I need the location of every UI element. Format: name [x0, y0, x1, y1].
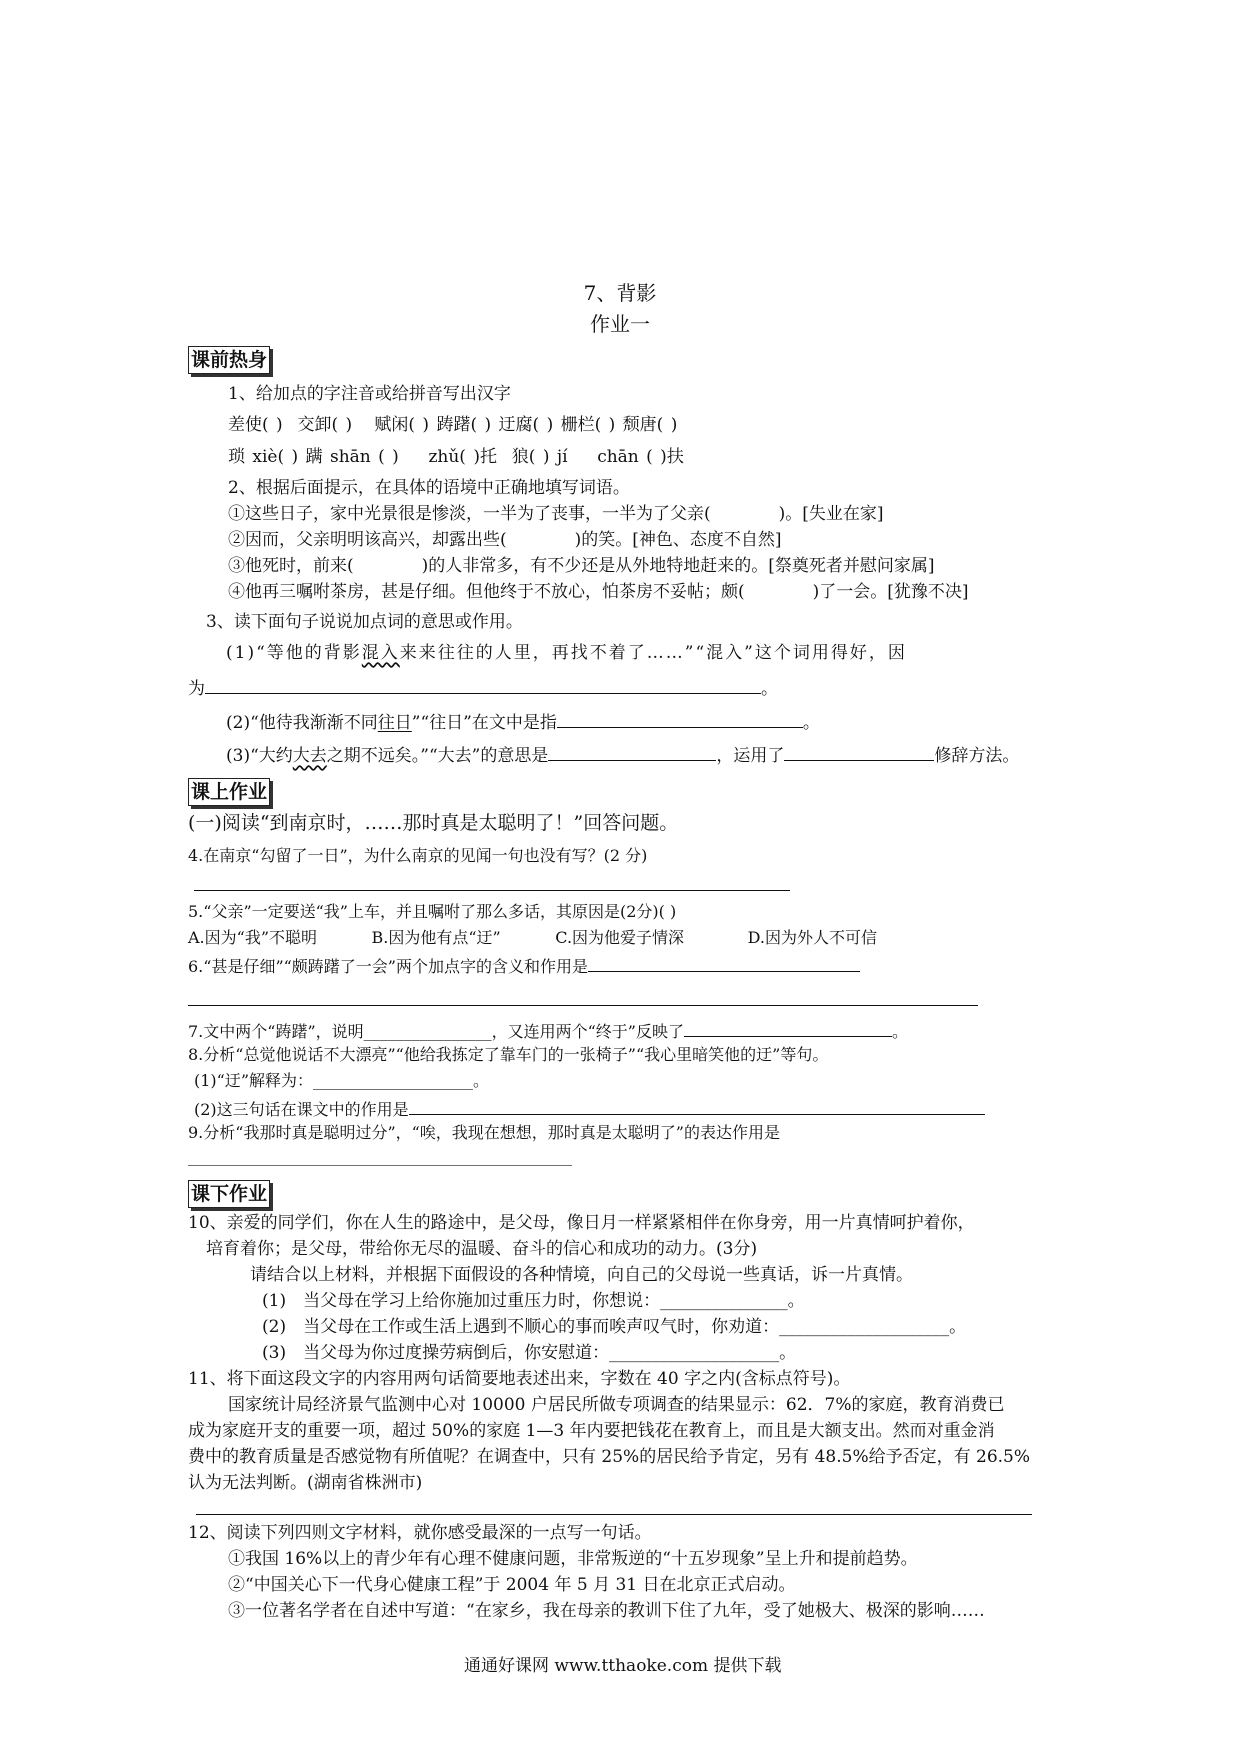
q7-line: 7.文中两个“踌躇”，说明________________，又连用两个“终于”反映了 。	[188, 1018, 908, 1043]
q1-item: 颓唐( )	[622, 415, 678, 435]
q3-s1-word: 混入	[361, 643, 400, 663]
q1-item: 交卸( )	[297, 415, 353, 435]
answer-blank[interactable]	[588, 953, 860, 972]
q11-text: 费中的教育质量是否感觉物有所值呢？在调查中，只有 25%的居民给予肯定，另有 48.5%给予否定，有 26.5%	[188, 1447, 1031, 1467]
q1-item: 差使( )	[228, 415, 283, 435]
q11-stem: 11、将下面这段文字的内容用两句话简要地表述出来，字数在 40 字之内(含标点符号)。	[188, 1369, 851, 1389]
answer-blank[interactable]	[205, 675, 761, 694]
answer-line[interactable]	[188, 1005, 978, 1006]
q7: 7.文中两个“踌躇”，说明________________，又连用两个“终于”反映了	[188, 1022, 684, 1041]
q5-option-b[interactable]: B.因为他有点“迂”	[371, 928, 501, 947]
q3-sentence-1	[226, 642, 907, 664]
q10-case-1: (1) 当父母在学习上给你施加过重压力时，你想说：_______________。	[262, 1291, 805, 1311]
q3-s3-text: 之期不远矣。”“大去”的意思是	[326, 746, 549, 766]
q5-options	[188, 927, 877, 949]
q12-material: ①我国 16%以上的青少年有心理不健康问题，非常叛逆的“十五岁现象”呈上升和提前趋势。	[228, 1549, 918, 1569]
q3-sentence-1-cont: 为 。	[188, 675, 778, 700]
q3-s3-text: ，运用了	[716, 746, 785, 766]
q11-text: 成为家庭开支的重要一项，超过 50%的家庭 1—3 年内要把钱花在教育上，而且是大额支出。然而对重金消	[188, 1421, 995, 1441]
q2-line: ②因而，父亲明明该高兴，却露出些( )的笑。[神色、态度不自然]	[228, 530, 782, 550]
q2-line: ③他死时，前来( )的人非常多，有不少还是从外地特地赶来的。[祭奠死者并慰问家属]	[228, 556, 935, 576]
answer-blank[interactable]	[684, 1018, 892, 1037]
q1-item: 迂腐( )	[498, 415, 554, 435]
q1-item: 狼( ) jí	[511, 447, 568, 467]
q9-answer-line[interactable]: ________________________________________________	[188, 1147, 572, 1166]
q2-line: ①这些日子，家中光景很是惨淡，一半为了丧事，一半为了父亲( )。[失业在家]	[228, 504, 884, 524]
q10-case-3: (3) 当父母为你过度操劳病倒后，你安慰道：____________________。	[262, 1343, 797, 1363]
q10-line-1: 10、亲爱的同学们，你在人生的路途中，是父母，像日月一样紧紧相伴在你身旁，用一片真情呵护着你，	[188, 1213, 975, 1233]
section-after-class: 课下作业	[188, 1180, 270, 1208]
q12-material: ③一位著名学者在自述中写道：“在家乡，我在母亲的教训下住了九年，受了她极大、极深的影响……	[228, 1601, 985, 1621]
answer-line[interactable]	[194, 890, 790, 891]
q3-sentence-2: (2)“他待我渐渐不同往日”“往日”在文中是指 。	[226, 709, 820, 734]
answer-blank[interactable]	[409, 1096, 985, 1115]
q3-s1-text: (1)“等他的背影	[226, 643, 362, 663]
q11-text: 国家统计局经济景气监测中心对 10000 户居民所做专项调查的结果显示：62．7%的家庭，教育消费已	[228, 1395, 1005, 1415]
q1-item: chān ( )扶	[597, 447, 684, 467]
lesson-title: 7、背影	[583, 281, 657, 305]
q5: 5.“父亲”一定要送“我”上车，并且嘱咐了那么多话，其原因是(2分)( )	[188, 902, 677, 921]
q5-option-c[interactable]: C.因为他爱子情深	[555, 928, 685, 947]
answer-blank[interactable]	[557, 709, 803, 728]
q6: 6.“甚是仔细”“颇踌躇了一会”两个加点字的含义和作用是	[188, 957, 588, 976]
q1-item: 栅栏( )	[560, 415, 616, 435]
q12-material: ②“中国关心下一代身心健康工程”于 2004 年 5 月 31 日在北京正式启动。	[228, 1575, 796, 1595]
q5-option-a[interactable]: A.因为“我”不聪明	[188, 928, 318, 947]
q1-item: 蹒 shān ( )	[305, 447, 399, 467]
q1-item: 琐 xiè( )	[228, 447, 299, 467]
homework-subtitle: 作业一	[590, 312, 650, 336]
answer-line[interactable]	[196, 1514, 1032, 1515]
answer-blank[interactable]	[548, 742, 716, 761]
q8-part-1: (1)“迂”解释为：____________________。	[194, 1071, 490, 1090]
q3-stem: 3、读下面句子说说加点词的意思或作用。	[206, 612, 523, 632]
q10-line-3: 请结合以上材料，并根据下面假设的各种情境，向自己的父母说一些真话，诉一片真情。	[250, 1265, 913, 1285]
q3-s3-text: 修辞方法。	[934, 746, 1020, 766]
q10-case-2: (2) 当父母在工作或生活上遇到不顺心的事而唉声叹气时，你劝道：____________________。	[262, 1317, 967, 1337]
footer-credit: 通通好课网 www.tthaoke.com 提供下载	[464, 1656, 782, 1676]
q3-s1-text: 来来往往的人里，再找不着了……”“混入”这个词用得好，因	[399, 643, 907, 663]
q3-s3-word: 大去	[292, 746, 327, 766]
q3-s2-text: (2)“他待我渐渐不同	[226, 713, 378, 733]
q9: 9.分析“我那时真是聪明过分”，“唉，我现在想想，那时真是太聪明了”的表达作用是	[188, 1123, 780, 1142]
q8: 8.分析“总觉他说话不大漂亮”“他给我拣定了靠车门的一张椅子”“我心里暗笑他的迂”等句。	[188, 1045, 829, 1064]
answer-blank[interactable]	[784, 742, 934, 761]
section-in-class: 课上作业	[188, 778, 270, 806]
q10-line-2: 培育着你；是父母，带给你无尽的温暖、奋斗的信心和成功的动力。(3分)	[206, 1239, 758, 1259]
q1-stem: 1、给加点的字注音或给拼音写出汉字	[228, 384, 511, 404]
q8b-text: (2)这三句话在课文中的作用是	[194, 1100, 409, 1119]
q12-stem: 12、阅读下列四则文字材料，就你感受最深的一点写一句话。	[188, 1523, 652, 1543]
q1-row2	[228, 446, 684, 468]
q3-s1-because: 为	[188, 679, 205, 699]
q1-item: 踌躇( )	[436, 415, 492, 435]
q2-line: ④他再三嘱咐茶房，甚是仔细。但他终于不放心，怕茶房不妥帖；颇( )了一会。[犹豫不决]	[228, 582, 969, 602]
q1-item: zhǔ( )托	[428, 447, 497, 467]
q3-s2-text: ”“往日”在文中是指	[411, 713, 557, 733]
q3-sentence-3	[226, 742, 1019, 767]
reading-intro: (一)阅读“到南京时，……那时真是太聪明了！”回答问题。	[188, 812, 679, 834]
q1-item: 赋闲( )	[374, 415, 430, 435]
q3-s2-word: 往日	[377, 713, 412, 733]
q11-text: 认为无法判断。(湖南省株洲市)	[188, 1473, 423, 1493]
q1-row1	[228, 414, 677, 436]
section-pre-class: 课前热身	[188, 346, 270, 374]
q3-s3-text: (3)“大约	[226, 746, 293, 766]
q8-part-2	[194, 1096, 985, 1121]
q4: 4.在南京“勾留了一日”，为什么南京的见闻一句也没有写？(2 分)	[188, 846, 648, 865]
q6-line	[188, 953, 860, 978]
q5-option-d[interactable]: D.因为外人不可信	[747, 928, 877, 947]
q2-stem: 2、根据后面提示，在具体的语境中正确地填写词语。	[228, 478, 630, 498]
